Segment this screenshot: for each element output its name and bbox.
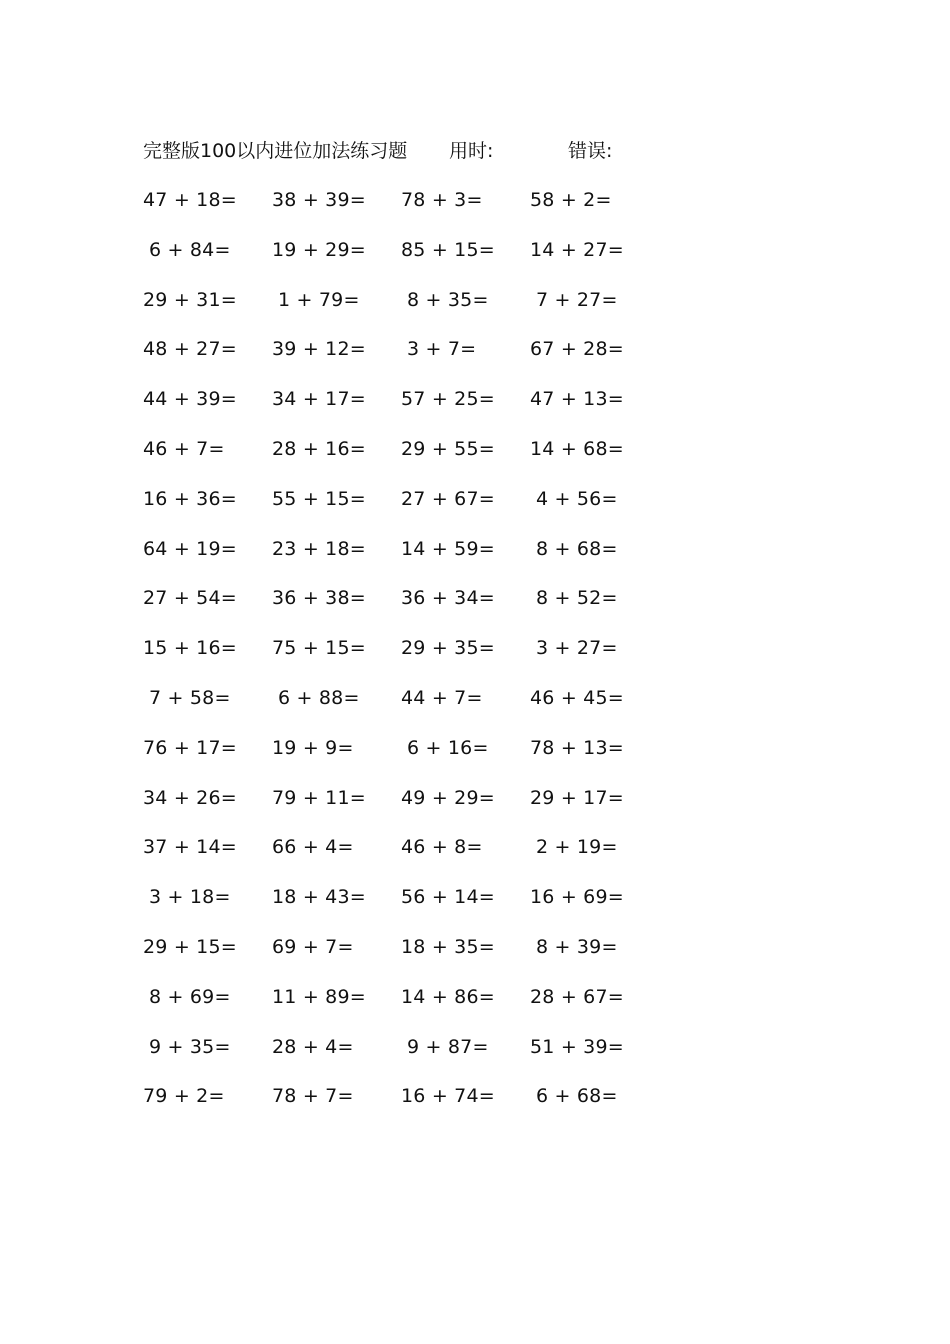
problem-item: 8 + 52= xyxy=(536,587,618,609)
problem-item: 67 + 28= xyxy=(530,338,624,360)
problem-item: 3 + 18= xyxy=(149,886,231,908)
problem-item: 58 + 2= xyxy=(530,189,612,211)
problem-item: 44 + 39= xyxy=(143,388,237,410)
problem-item: 46 + 7= xyxy=(143,438,225,460)
problem-item: 47 + 18= xyxy=(143,189,237,211)
problem-item: 56 + 14= xyxy=(401,886,495,908)
problem-item: 23 + 18= xyxy=(272,538,366,560)
problem-item: 16 + 69= xyxy=(530,886,624,908)
problem-item: 78 + 7= xyxy=(272,1085,354,1107)
problem-item: 38 + 39= xyxy=(272,189,366,211)
problem-item: 55 + 15= xyxy=(272,488,366,510)
problem-item: 19 + 9= xyxy=(272,737,354,759)
problem-item: 29 + 15= xyxy=(143,936,237,958)
problem-item: 28 + 16= xyxy=(272,438,366,460)
problem-item: 16 + 36= xyxy=(143,488,237,510)
problem-item: 85 + 15= xyxy=(401,239,495,261)
problem-item: 27 + 54= xyxy=(143,587,237,609)
problem-item: 76 + 17= xyxy=(143,737,237,759)
problem-item: 6 + 88= xyxy=(278,687,360,709)
problem-item: 14 + 59= xyxy=(401,538,495,560)
problem-item: 47 + 13= xyxy=(530,388,624,410)
problem-item: 9 + 35= xyxy=(149,1036,231,1058)
problem-item: 28 + 4= xyxy=(272,1036,354,1058)
problem-item: 14 + 68= xyxy=(530,438,624,460)
problem-item: 6 + 68= xyxy=(536,1085,618,1107)
errors-label: 错误: xyxy=(568,140,613,162)
problem-item: 75 + 15= xyxy=(272,637,366,659)
problem-item: 34 + 17= xyxy=(272,388,366,410)
problem-item: 79 + 2= xyxy=(143,1085,225,1107)
problem-item: 36 + 38= xyxy=(272,587,366,609)
problem-item: 51 + 39= xyxy=(530,1036,624,1058)
problem-item: 64 + 19= xyxy=(143,538,237,560)
problem-item: 27 + 67= xyxy=(401,488,495,510)
problem-item: 1 + 79= xyxy=(278,289,360,311)
problem-item: 34 + 26= xyxy=(143,787,237,809)
problem-item: 37 + 14= xyxy=(143,836,237,858)
problem-item: 18 + 43= xyxy=(272,886,366,908)
problem-item: 8 + 35= xyxy=(407,289,489,311)
problem-item: 46 + 8= xyxy=(401,836,483,858)
problem-item: 3 + 7= xyxy=(407,338,477,360)
problem-item: 15 + 16= xyxy=(143,637,237,659)
problem-item: 8 + 39= xyxy=(536,936,618,958)
problem-item: 6 + 84= xyxy=(149,239,231,261)
problem-item: 49 + 29= xyxy=(401,787,495,809)
problem-item: 14 + 86= xyxy=(401,986,495,1008)
problem-item: 2 + 19= xyxy=(536,836,618,858)
problem-item: 8 + 69= xyxy=(149,986,231,1008)
problem-item: 28 + 67= xyxy=(530,986,624,1008)
problem-item: 78 + 3= xyxy=(401,189,483,211)
problem-item: 18 + 35= xyxy=(401,936,495,958)
problem-item: 19 + 29= xyxy=(272,239,366,261)
problem-item: 39 + 12= xyxy=(272,338,366,360)
problem-item: 57 + 25= xyxy=(401,388,495,410)
problem-item: 69 + 7= xyxy=(272,936,354,958)
problem-item: 3 + 27= xyxy=(536,637,618,659)
problem-item: 46 + 45= xyxy=(530,687,624,709)
problem-item: 36 + 34= xyxy=(401,587,495,609)
problem-item: 29 + 17= xyxy=(530,787,624,809)
problem-item: 66 + 4= xyxy=(272,836,354,858)
time-label: 用时: xyxy=(449,140,494,162)
problem-item: 7 + 58= xyxy=(149,687,231,709)
problem-item: 78 + 13= xyxy=(530,737,624,759)
problem-item: 29 + 31= xyxy=(143,289,237,311)
problem-item: 8 + 68= xyxy=(536,538,618,560)
problem-item: 11 + 89= xyxy=(272,986,366,1008)
problem-item: 29 + 55= xyxy=(401,438,495,460)
problem-item: 9 + 87= xyxy=(407,1036,489,1058)
problem-item: 29 + 35= xyxy=(401,637,495,659)
problem-item: 79 + 11= xyxy=(272,787,366,809)
problem-item: 48 + 27= xyxy=(143,338,237,360)
problem-item: 16 + 74= xyxy=(401,1085,495,1107)
page-title: 完整版100以内进位加法练习题 xyxy=(143,140,408,162)
problem-item: 6 + 16= xyxy=(407,737,489,759)
problem-item: 14 + 27= xyxy=(530,239,624,261)
problem-item: 7 + 27= xyxy=(536,289,618,311)
problem-item: 44 + 7= xyxy=(401,687,483,709)
problem-item: 4 + 56= xyxy=(536,488,618,510)
